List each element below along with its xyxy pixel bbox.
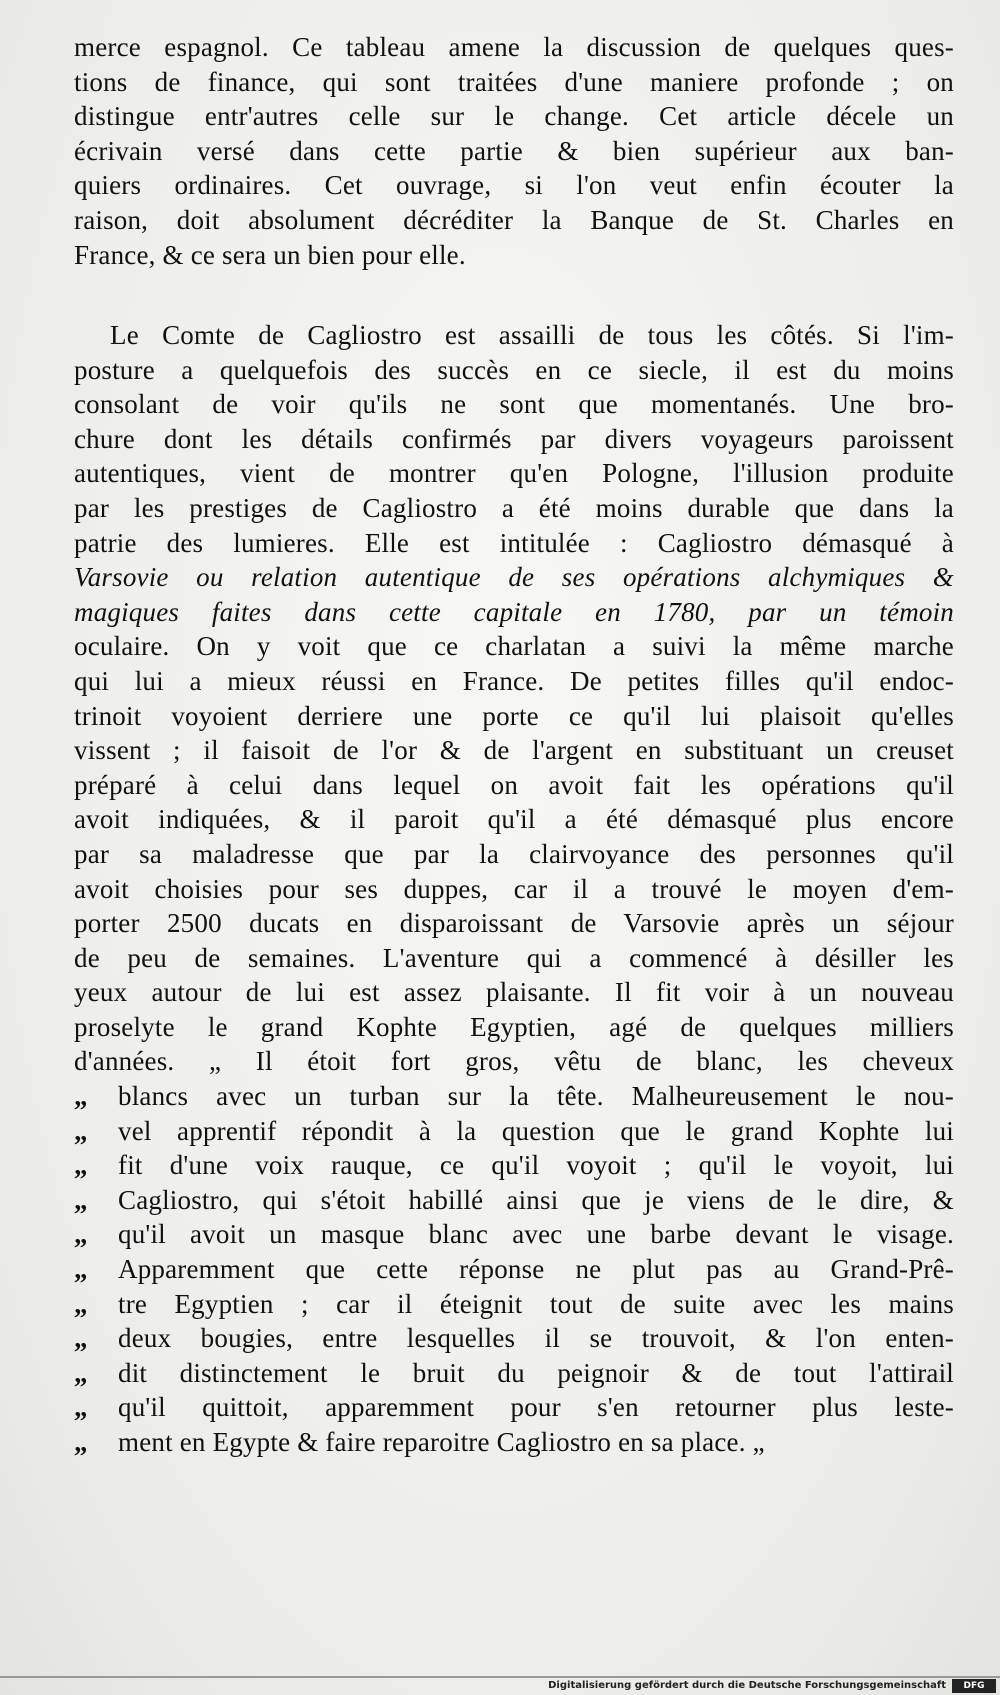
quote-text: Apparemment que cette réponse ne plut pas au Grand-Prê-: [118, 1254, 954, 1285]
text-line: proselyte le grand Kophte Egyptien, agé de quelques milliers: [74, 1011, 954, 1042]
text-line: magiques faites dans cette capitale en 1780, par un témoin: [74, 596, 954, 627]
quote-text: deux bougies, entre lesquelles il se trouvoit, & l'on enten-: [118, 1323, 954, 1354]
quote-mark: „: [74, 1081, 88, 1112]
dfg-logo: DFG: [952, 1679, 996, 1693]
quote-text: vel apprentif répondit à la question que le grand Kophte lui: [118, 1115, 954, 1146]
quote-text: qu'il avoit un masque blanc avec une barbe devant le visage.: [118, 1219, 954, 1250]
text-line: par sa maladresse que par la clairvoyance des personnes qu'il: [74, 838, 954, 869]
quote-mark: „: [74, 1427, 88, 1457]
quote-text: ment en Egypte & faire reparoitre Cagliostro en sa place. „: [118, 1427, 765, 1457]
quote-mark: „: [74, 1392, 88, 1423]
quote-mark: „: [74, 1184, 88, 1215]
quote-mark: „: [74, 1357, 88, 1388]
text-line: avoit choisies pour ses duppes, car il a trouvé le moyen d'em-: [74, 873, 954, 904]
footer-divider: [0, 1676, 1000, 1678]
text-line: préparé à celui dans lequel on avoit fait les opérations qu'il: [74, 769, 954, 800]
quote-line: [74, 1390, 954, 1425]
quote-line: [74, 1183, 954, 1218]
text-line: raison, doit absolument décréditer la Banque de St. Charles en: [74, 204, 954, 235]
text-line: qui lui a mieux réussi en France. De petites filles qu'il endoc-: [74, 665, 954, 696]
quote-line: [74, 1079, 954, 1114]
paragraph-1: [74, 30, 954, 272]
text-line: porter 2500 ducats en disparoissant de Varsovie après un séjour: [74, 908, 954, 939]
text-line: posture a quelquefois des succès en ce siecle, il est du moins: [74, 354, 954, 385]
quote-line: [74, 1217, 954, 1252]
text-line: yeux autour de lui est assez plaisante. Il fit voir à un nouveau: [74, 977, 954, 1008]
text-line: par les prestiges de Cagliostro a été moins durable que dans la: [74, 492, 954, 523]
text-line: oculaire. On y voit que ce charlatan a suivi la même marche: [74, 631, 954, 662]
text-line: d'années. „ Il étoit fort gros, vêtu de blanc, les cheveux: [74, 1046, 954, 1077]
text-line: France, & ce sera un bien pour elle.: [74, 239, 466, 270]
text-line: chure dont les détails confirmés par divers voyageurs paroissent: [74, 423, 954, 454]
paragraph-2: [74, 318, 954, 1460]
text-line: Le Comte de Cagliostro est assailli de tous les côtés. Si l'im-: [110, 320, 954, 350]
text-line: de peu de semaines. L'aventure qui a commencé à désiller les: [74, 942, 954, 973]
quote-mark: „: [74, 1254, 88, 1285]
funding-credit: Digitalisierung gefördert durch die Deutsche Forschungsgemeinschaft: [548, 1680, 946, 1691]
text-line: écrivain versé dans cette partie & bien supérieur aux ban-: [74, 135, 954, 166]
quote-line: [74, 1356, 954, 1391]
quote-line: [74, 1287, 954, 1322]
quote-text: tre Egyptien ; car il éteignit tout de suite avec les mains: [118, 1288, 954, 1319]
quote-text: Cagliostro, qui s'étoit habillé ainsi que je viens de le dire, &: [118, 1184, 954, 1215]
quote-mark: „: [74, 1115, 88, 1146]
quote-text: dit distinctement le bruit du peignoir & de tout l'attirail: [118, 1357, 954, 1388]
text-line: quiers ordinaires. Cet ouvrage, si l'on veut enfin écouter la: [74, 170, 954, 201]
text-line: patrie des lumieres. Elle est intitulée : Cagliostro démasqué à: [74, 527, 954, 558]
quote-text: blancs avec un turban sur la tête. Malheureusement le nou-: [118, 1081, 954, 1112]
quote-mark: „: [74, 1288, 88, 1319]
quote-line: [74, 1321, 954, 1356]
text-line: autentiques, vient de montrer qu'en Pologne, l'illusion produite: [74, 458, 954, 489]
text-line: distingue entr'autres celle sur le change. Cet article décele un: [74, 101, 954, 132]
quote-line: [74, 1148, 954, 1183]
text-line: Varsovie ou relation autentique de ses opérations alchymiques &: [74, 562, 954, 593]
text-line: consolant de voir qu'ils ne sont que momentanés. Une bro-: [74, 389, 954, 420]
quote-text: fit d'une voix rauque, ce qu'il voyoit ; qu'il le voyoit, lui: [118, 1150, 954, 1181]
quote-line: [74, 1425, 954, 1460]
quote-mark: „: [74, 1323, 88, 1354]
quote-mark: „: [74, 1150, 88, 1181]
quote-mark: „: [74, 1219, 88, 1250]
text-line: tions de finance, qui sont traitées d'une maniere profonde ; on: [74, 66, 954, 97]
text-line: merce espagnol. Ce tableau amene la discussion de quelques ques-: [74, 32, 954, 62]
quote-line: [74, 1114, 954, 1149]
quote-text: qu'il quittoit, apparemment pour s'en retourner plus leste-: [118, 1392, 954, 1423]
text-line: avoit indiquées, & il paroit qu'il a été démasqué plus encore: [74, 804, 954, 835]
text-line: vissent ; il faisoit de l'or & de l'argent en substituant un creuset: [74, 735, 954, 766]
text-line: trinoit voyoient derriere une porte ce qu'il lui plaisoit qu'elles: [74, 700, 954, 731]
quote-line: [74, 1252, 954, 1287]
